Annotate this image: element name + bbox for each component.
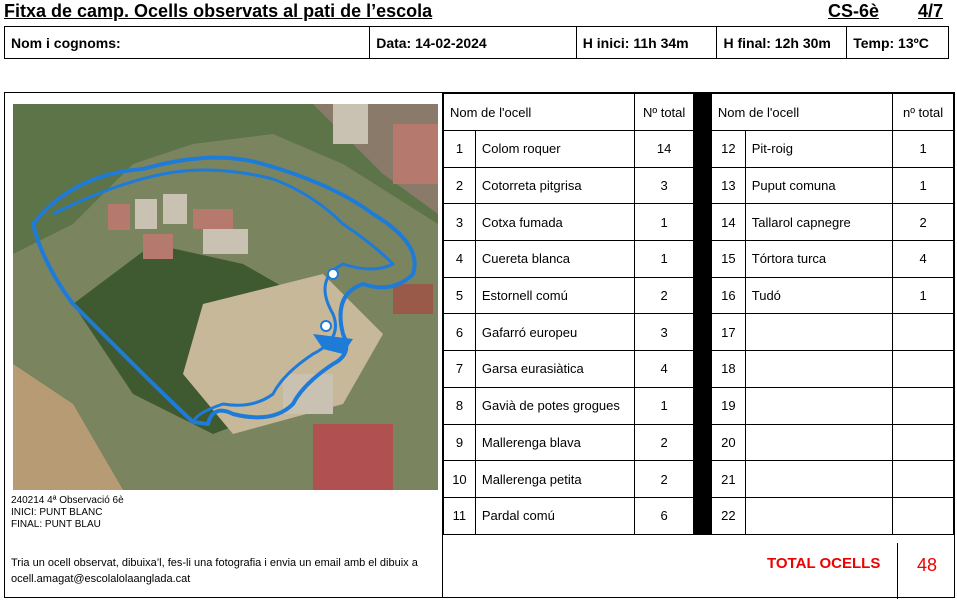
- bird-name[interactable]: Cuereta blanca: [475, 241, 634, 278]
- bird-total[interactable]: [893, 424, 954, 461]
- row-number[interactable]: 22: [711, 497, 745, 534]
- col-total-header: Nº total: [635, 94, 694, 131]
- bird-total[interactable]: 1: [635, 387, 694, 424]
- row-number[interactable]: 2: [444, 167, 476, 204]
- row-number[interactable]: 1: [444, 131, 476, 168]
- bird-name[interactable]: Estornell comú: [475, 277, 634, 314]
- route-map-image: [13, 104, 438, 490]
- row-number[interactable]: 11: [444, 497, 476, 534]
- row-number[interactable]: 13: [711, 167, 745, 204]
- row-number[interactable]: 14: [711, 204, 745, 241]
- row-number[interactable]: 17: [711, 314, 745, 351]
- bird-name[interactable]: [745, 461, 892, 498]
- bird-name[interactable]: Puput comuna: [745, 167, 892, 204]
- row-number[interactable]: 20: [711, 424, 745, 461]
- bird-name[interactable]: Garsa eurasiàtica: [475, 351, 634, 388]
- end-time-field[interactable]: H final: 12h 30m: [717, 27, 847, 58]
- bird-total[interactable]: 3: [635, 167, 694, 204]
- bird-total[interactable]: 1: [893, 167, 954, 204]
- bird-total[interactable]: 14: [635, 131, 694, 168]
- info-row: [4, 26, 949, 59]
- date-field[interactable]: Data: 14-02-2024: [370, 27, 577, 58]
- bird-total[interactable]: [893, 497, 954, 534]
- map-panel: [5, 93, 443, 597]
- row-number[interactable]: 8: [444, 387, 476, 424]
- bird-name[interactable]: [745, 497, 892, 534]
- bird-table: [443, 93, 954, 535]
- bird-total[interactable]: 2: [635, 277, 694, 314]
- bird-total[interactable]: 4: [893, 241, 954, 278]
- bird-total[interactable]: 6: [635, 497, 694, 534]
- row-number[interactable]: 18: [711, 351, 745, 388]
- row-number[interactable]: 5: [444, 277, 476, 314]
- caption-start: INICI: PUNT BLANC: [11, 507, 103, 518]
- bird-total[interactable]: 4: [635, 351, 694, 388]
- temperature-field[interactable]: Temp: 13ºC: [853, 35, 929, 51]
- bird-name[interactable]: [745, 314, 892, 351]
- bird-name[interactable]: [745, 387, 892, 424]
- page-number: 4/7: [918, 1, 944, 21]
- bird-total[interactable]: [893, 314, 954, 351]
- row-number[interactable]: 15: [711, 241, 745, 278]
- page-title: Fitxa de camp. Ocells observats al pati de l’escola: [4, 1, 433, 21]
- bird-name[interactable]: Mallerenga petita: [475, 461, 634, 498]
- bird-total[interactable]: 2: [635, 424, 694, 461]
- bird-name[interactable]: Mallerenga blava: [475, 424, 634, 461]
- bird-total[interactable]: 2: [635, 461, 694, 498]
- bird-total[interactable]: [893, 461, 954, 498]
- map-caption: [11, 495, 124, 531]
- col-total-header-right: nº total: [893, 94, 954, 131]
- class-code: CS-6è: [828, 1, 880, 21]
- row-number[interactable]: 12: [711, 131, 745, 168]
- bird-name[interactable]: [745, 424, 892, 461]
- bird-total[interactable]: 3: [635, 314, 694, 351]
- bird-name[interactable]: Pardal comú: [475, 497, 634, 534]
- row-number[interactable]: 10: [444, 461, 476, 498]
- bird-name[interactable]: Gavià de potes grogues: [475, 387, 634, 424]
- bird-name[interactable]: Gafarró europeu: [475, 314, 634, 351]
- col-name-header-right: Nom de l'ocell: [711, 94, 892, 131]
- bird-name[interactable]: Tallarol capnegre: [745, 204, 892, 241]
- row-number[interactable]: 21: [711, 461, 745, 498]
- row-number[interactable]: 9: [444, 424, 476, 461]
- bird-name[interactable]: [745, 351, 892, 388]
- start-time-field[interactable]: H inici: 11h 34m: [577, 27, 718, 58]
- column-divider: [694, 94, 712, 535]
- row-number[interactable]: 6: [444, 314, 476, 351]
- row-number[interactable]: 19: [711, 387, 745, 424]
- row-number[interactable]: 3: [444, 204, 476, 241]
- table-header-row: [444, 94, 954, 131]
- total-birds-value: 48: [897, 543, 956, 599]
- bird-name[interactable]: Colom roquer: [475, 131, 634, 168]
- bird-total[interactable]: 2: [893, 204, 954, 241]
- bird-name[interactable]: Pit-roig: [745, 131, 892, 168]
- row-number[interactable]: 7: [444, 351, 476, 388]
- total-birds-label: TOTAL OCELLS: [767, 555, 881, 572]
- bird-name[interactable]: Cotxa fumada: [475, 204, 634, 241]
- bird-name[interactable]: Tudó: [745, 277, 892, 314]
- row-number[interactable]: 16: [711, 277, 745, 314]
- bird-total[interactable]: 1: [635, 241, 694, 278]
- row-number[interactable]: 4: [444, 241, 476, 278]
- bird-total[interactable]: [893, 351, 954, 388]
- caption-end: FINAL: PUNT BLAU: [11, 519, 101, 530]
- bird-total[interactable]: 1: [635, 204, 694, 241]
- caption-observation: 240214 4ª Observació 6è: [11, 495, 124, 506]
- bird-name[interactable]: Cotorreta pitgrisa: [475, 167, 634, 204]
- instructions-text: Tria un ocell observat, dibuixa’l, fes-li una fotografia i envia un email amb el dibuix a ocell.amagat@escolalolaanglada.cat: [11, 557, 418, 585]
- bird-total[interactable]: [893, 387, 954, 424]
- bird-total[interactable]: 1: [893, 277, 954, 314]
- bird-name[interactable]: Tórtora turca: [745, 241, 892, 278]
- name-field[interactable]: Nom i cognoms:: [5, 27, 370, 58]
- bird-total[interactable]: 1: [893, 131, 954, 168]
- col-name-header: Nom de l'ocell: [444, 94, 635, 131]
- main-sheet: [4, 92, 955, 598]
